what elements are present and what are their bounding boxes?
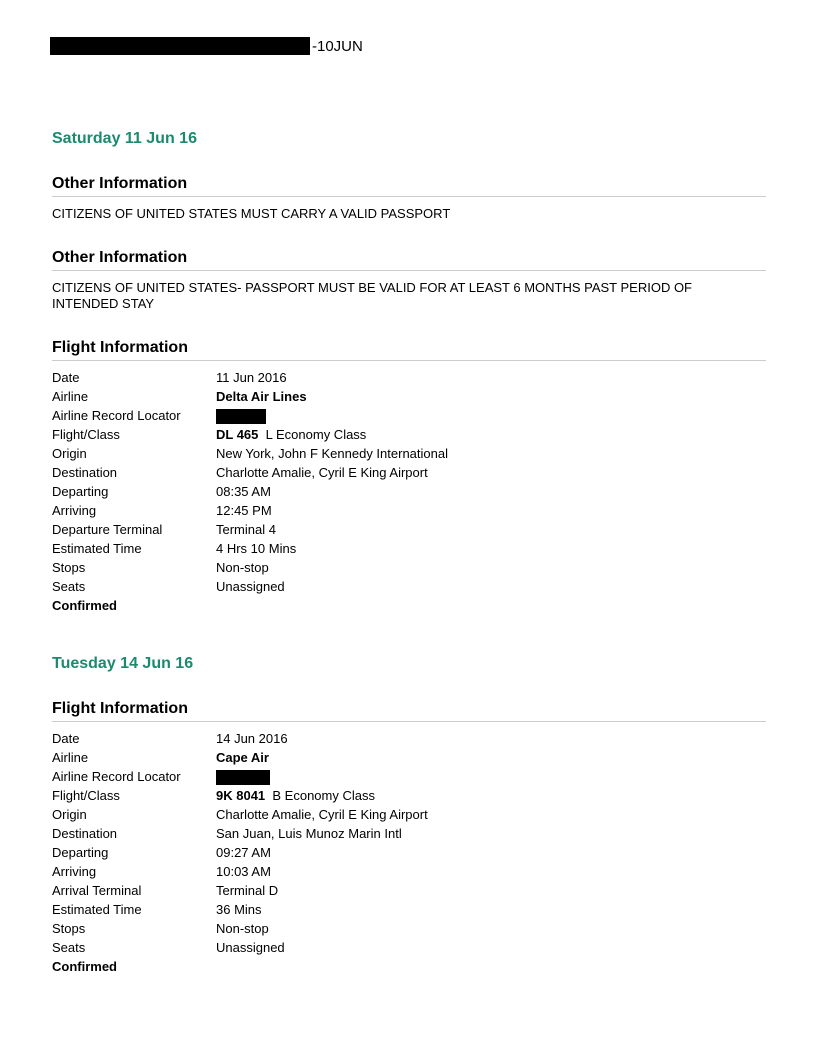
detail-row-departing — [52, 843, 766, 862]
detail-row-arriving — [52, 501, 766, 520]
detail-label: Flight/Class — [52, 788, 120, 803]
detail-label: Airline — [52, 389, 89, 404]
detail-label: Date — [52, 370, 80, 385]
detail-label: Arriving — [52, 864, 97, 879]
estimated-time: 36 Mins — [216, 902, 262, 917]
detail-row-status — [52, 957, 766, 976]
detail-row-stops — [52, 558, 766, 577]
departure-time: 08:35 AM — [216, 484, 271, 499]
airline-name: Cape Air — [216, 750, 269, 765]
day-heading-saturday: Saturday 11 Jun 16 — [52, 130, 197, 147]
detail-row-flight-class — [52, 786, 766, 805]
detail-label: Flight/Class — [52, 427, 120, 442]
destination-airport: San Juan, Luis Munoz Marin Intl — [216, 826, 402, 841]
destination-airport: Charlotte Amalie, Cyril E King Airport — [216, 465, 428, 480]
detail-row-arriving — [52, 862, 766, 881]
detail-label: Airline — [52, 750, 89, 765]
seats-value: Unassigned — [216, 579, 285, 594]
flight-information-title: Flight Information — [52, 339, 766, 361]
detail-label: Estimated Time — [52, 902, 142, 917]
detail-label: Destination — [52, 826, 118, 841]
detail-label: Origin — [52, 446, 87, 461]
document-header — [50, 36, 363, 56]
detail-label: Destination — [52, 465, 118, 480]
detail-row-departing — [52, 482, 766, 501]
flight-date: 11 Jun 2016 — [216, 370, 287, 385]
terminal-value: Terminal D — [216, 883, 279, 898]
detail-label: Airline Record Locator — [52, 769, 181, 784]
detail-row-flight-class — [52, 425, 766, 444]
detail-label: Airline Record Locator — [52, 408, 181, 423]
seats-value: Unassigned — [216, 940, 285, 955]
booking-status: Confirmed — [52, 598, 117, 613]
detail-row-locator — [52, 767, 766, 786]
detail-label: Departure Terminal — [52, 522, 163, 537]
detail-label: Stops — [52, 560, 86, 575]
detail-row-destination — [52, 824, 766, 843]
detail-label: Seats — [52, 940, 86, 955]
detail-label: Date — [52, 731, 80, 746]
estimated-time: 4 Hrs 10 Mins — [216, 541, 297, 556]
flight-date: 14 Jun 2016 — [216, 731, 288, 746]
detail-label: Seats — [52, 579, 86, 594]
detail-label: Departing — [52, 845, 109, 860]
detail-row-date — [52, 729, 766, 748]
detail-row-estimated-time — [52, 900, 766, 919]
header-trip-code: -10JUN — [312, 37, 363, 55]
other-information-text: CITIZENS OF UNITED STATES MUST CARRY A VALID PASSPORT — [52, 206, 451, 221]
fare-class: L Economy Class — [265, 427, 367, 442]
detail-label: Departing — [52, 484, 109, 499]
detail-row-airline — [52, 387, 766, 406]
other-information-title: Other Information — [52, 249, 766, 271]
detail-label: Stops — [52, 921, 86, 936]
detail-row-origin — [52, 805, 766, 824]
origin-airport: New York, John F Kennedy International — [216, 446, 448, 461]
redaction-bar — [50, 37, 310, 55]
flight-details-dl465 — [52, 368, 766, 615]
detail-row-status — [52, 596, 766, 615]
detail-row-seats — [52, 577, 766, 596]
flight-number: DL 465 — [216, 427, 259, 442]
other-information-text: CITIZENS OF UNITED STATES- PASSPORT MUST BE VALID FOR AT LEAST 6 MONTHS PAST PERIOD OF INTENDED STAY — [52, 280, 693, 311]
stops-value: Non-stop — [216, 921, 269, 936]
record-locator-redaction — [216, 770, 270, 785]
detail-label: Estimated Time — [52, 541, 142, 556]
arrival-time: 10:03 AM — [216, 864, 271, 879]
detail-row-origin — [52, 444, 766, 463]
arrival-time: 12:45 PM — [216, 503, 272, 518]
detail-row-destination — [52, 463, 766, 482]
origin-airport: Charlotte Amalie, Cyril E King Airport — [216, 807, 428, 822]
record-locator-redaction — [216, 409, 266, 424]
departure-time: 09:27 AM — [216, 845, 271, 860]
detail-row-date — [52, 368, 766, 387]
detail-label: Arriving — [52, 503, 97, 518]
flight-details-9k8041 — [52, 729, 766, 976]
detail-row-terminal — [52, 881, 766, 900]
detail-row-airline — [52, 748, 766, 767]
terminal-value: Terminal 4 — [216, 522, 276, 537]
stops-value: Non-stop — [216, 560, 269, 575]
detail-row-estimated-time — [52, 539, 766, 558]
detail-row-terminal — [52, 520, 766, 539]
detail-label: Arrival Terminal — [52, 883, 142, 898]
other-information-title: Other Information — [52, 175, 766, 197]
booking-status: Confirmed — [52, 959, 117, 974]
detail-row-locator — [52, 406, 766, 425]
flight-number: 9K 8041 — [216, 788, 266, 803]
detail-label: Origin — [52, 807, 87, 822]
day-heading-tuesday: Tuesday 14 Jun 16 — [52, 655, 194, 672]
airline-name: Delta Air Lines — [216, 389, 307, 404]
flight-information-title: Flight Information — [52, 700, 766, 722]
fare-class: B Economy Class — [272, 788, 375, 803]
detail-row-seats — [52, 938, 766, 957]
detail-row-stops — [52, 919, 766, 938]
